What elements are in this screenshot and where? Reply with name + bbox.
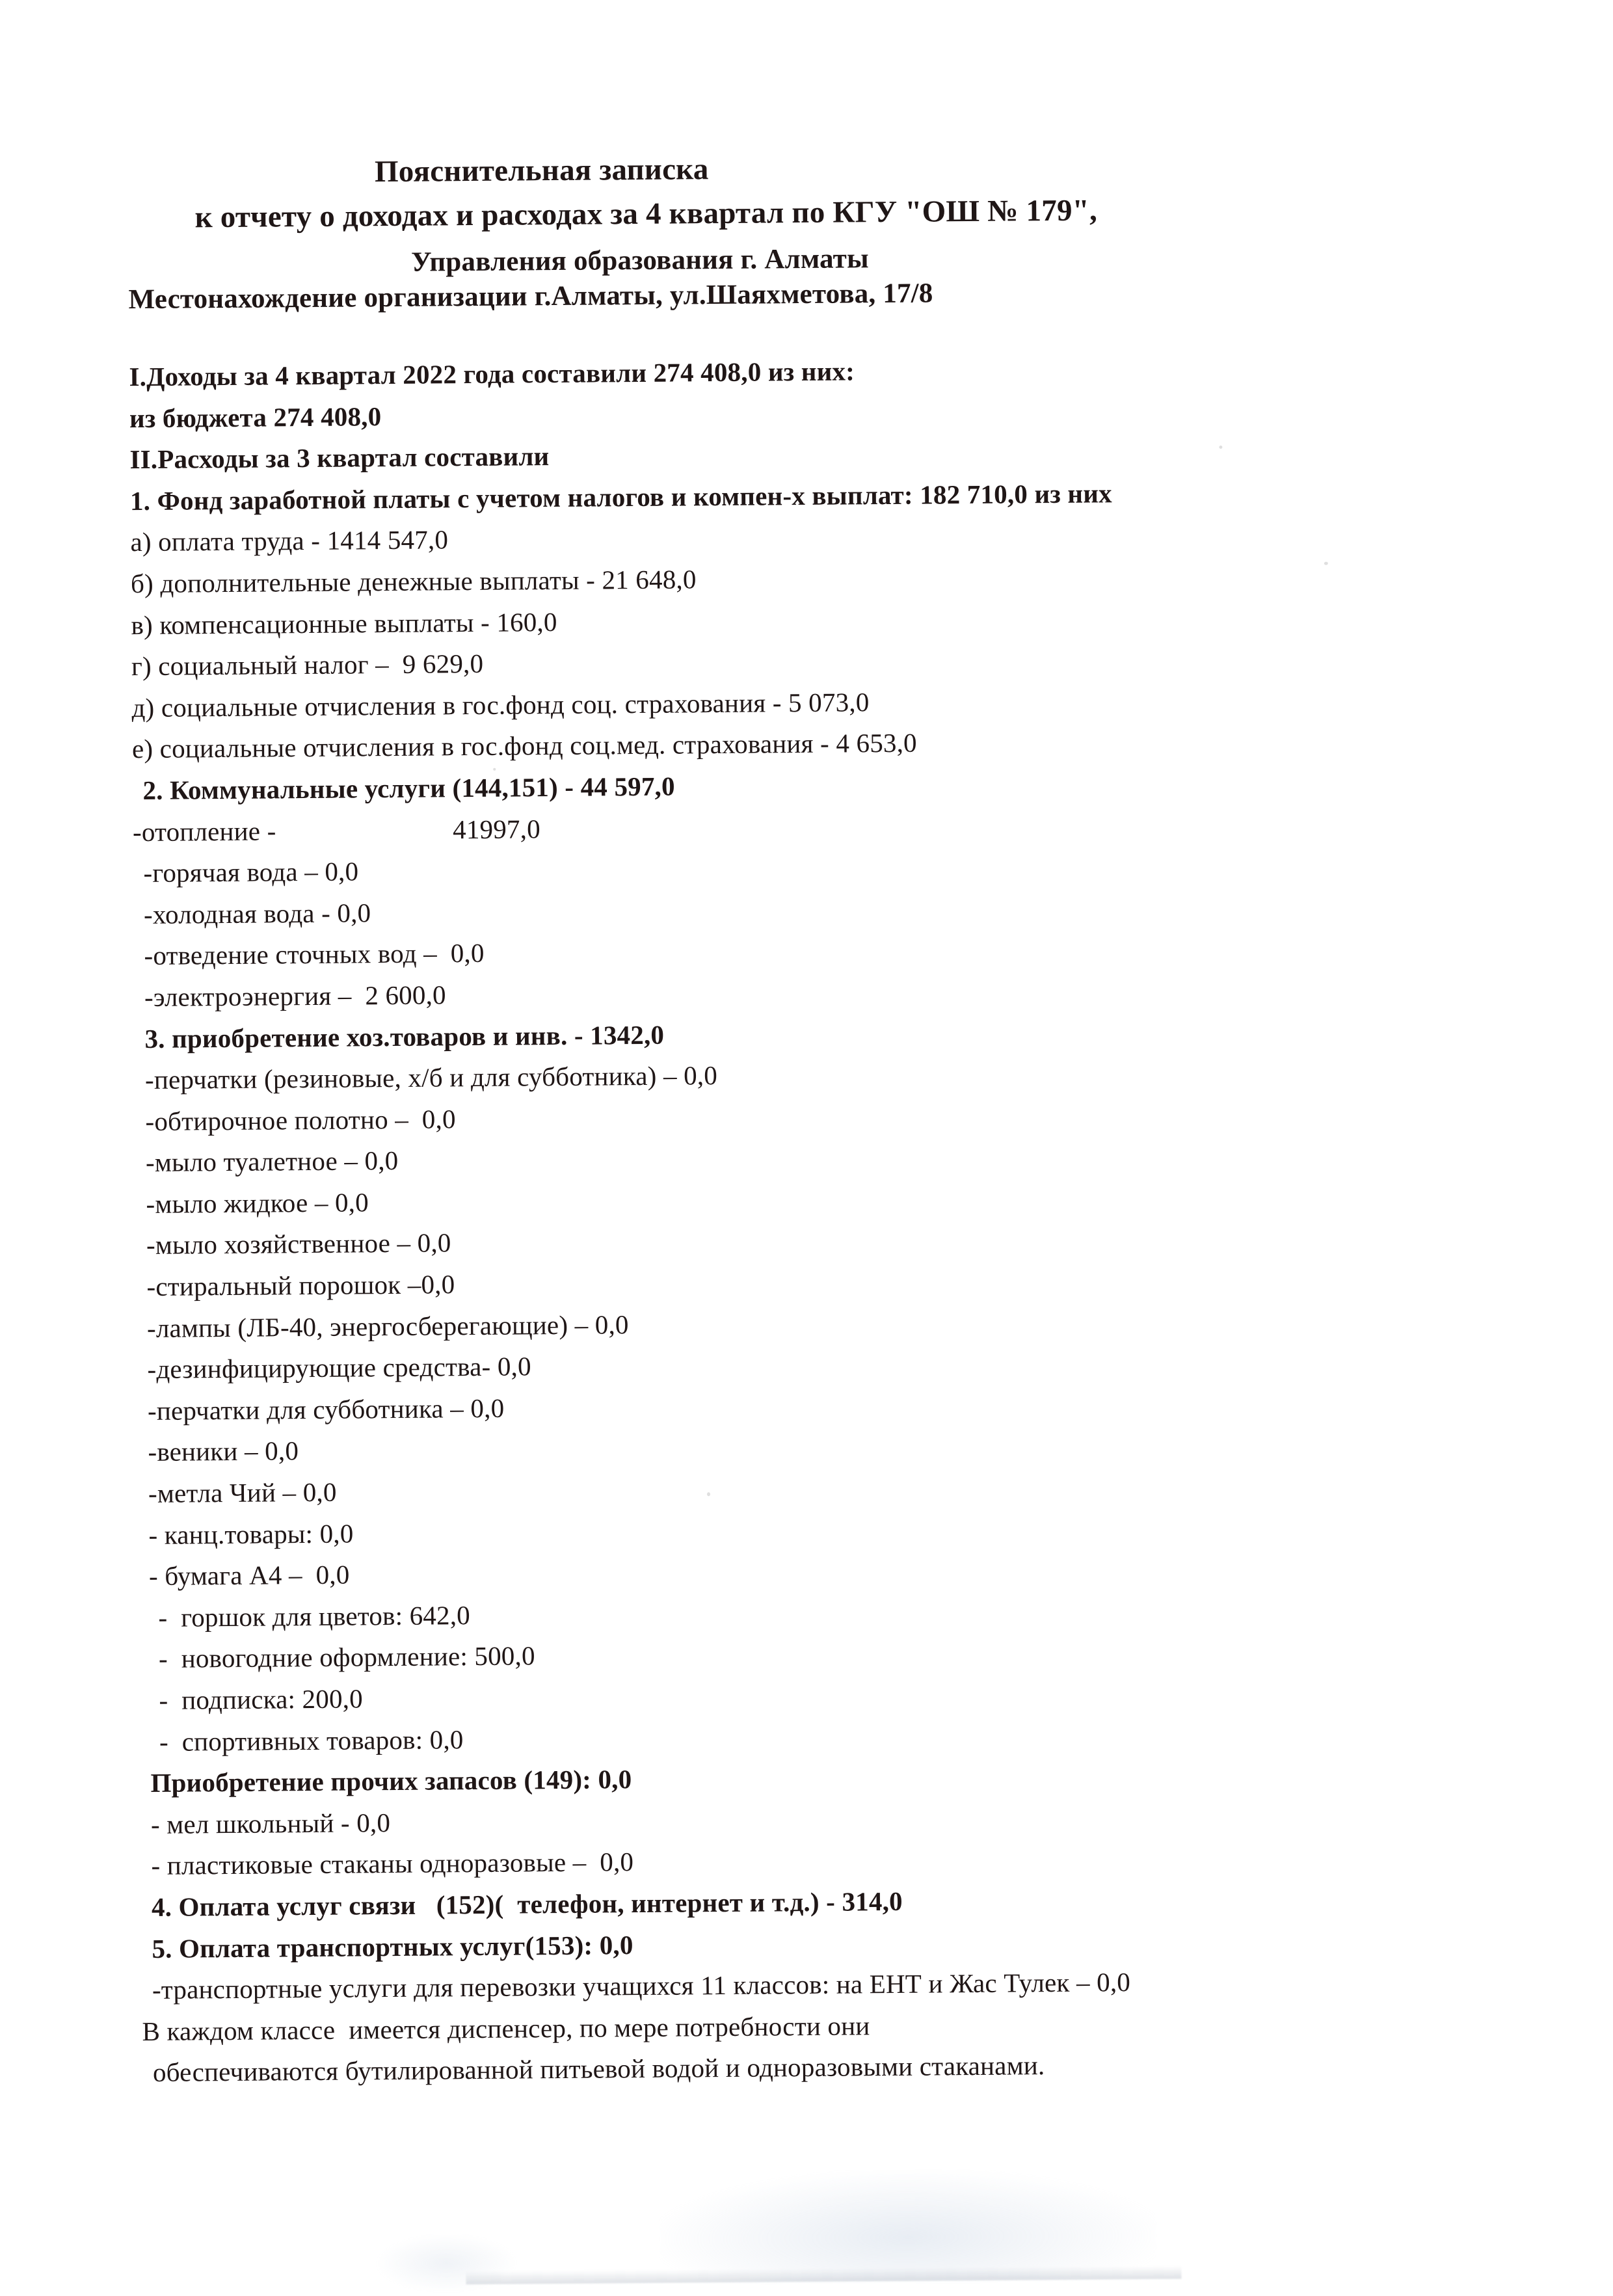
doc-line: I.Доходы за 4 квартал 2022 года составили 274 408,0 из них: <box>129 356 855 392</box>
doc-line: -обтирочное полотно – 0,0 <box>145 1103 456 1136</box>
doc-line: -стиральный порошок –0,0 <box>146 1269 455 1302</box>
doc-line: -метла Чий – 0,0 <box>148 1476 337 1509</box>
doc-line: - мел школьный - 0,0 <box>150 1807 391 1839</box>
doc-line: д) социальные отчисления в гос.фонд соц. страхования - 5 073,0 <box>131 686 870 723</box>
scan-smudge <box>660 2170 1155 2283</box>
doc-line: -мыло туалетное – 0,0 <box>145 1145 399 1178</box>
scan-noise-dot <box>1324 562 1328 565</box>
doc-line: 2. Коммунальные услуги (144,151) - 44 597,0 <box>142 771 675 805</box>
doc-line: - горшок для цветов: 642,0 <box>158 1599 471 1633</box>
doc-line: обеспечиваются бутилированной питьевой водой и одноразовыми стаканами. <box>152 2050 1045 2088</box>
doc-address-line: Местонахождение организации г.Алматы, ул.Шаяхметова, 17/8 <box>128 278 933 315</box>
doc-line: 1. Фонд заработной платы с учетом налогов и компен-х выплат: 182 710,0 из них <box>129 478 1112 516</box>
doc-line: 3. приобретение хоз.товаров и инв. - 1342,0 <box>144 1019 665 1054</box>
scan-noise-dot <box>493 768 496 771</box>
doc-line: Приобретение прочих запасов (149): 0,0 <box>150 1764 632 1798</box>
doc-title-line-3: Управления образования г. Алматы <box>410 243 869 278</box>
doc-line: -мыло жидкое – 0,0 <box>146 1187 369 1219</box>
doc-line: а) оплата труда - 1414 547,0 <box>130 524 449 557</box>
doc-line: 4. Оплата услуг связи (152)( телефон, интернет и т.д.) - 314,0 <box>151 1886 903 1922</box>
doc-line: - пластиковые стаканы одноразовые – 0,0 <box>151 1847 634 1881</box>
doc-line: - подписка: 200,0 <box>159 1683 363 1715</box>
doc-line: в) компенсационные выплаты - 160,0 <box>131 606 557 640</box>
doc-line: -отопление - 41997,0 <box>132 813 540 847</box>
scan-noise-dot <box>707 1492 710 1496</box>
doc-line: -электроэнергия – 2 600,0 <box>144 980 446 1012</box>
doc-title-line-2: к отчету о доходах и расходах за 4 квартал по КГУ "ОШ № 179", <box>194 193 1098 235</box>
doc-line: - канц.товары: 0,0 <box>148 1518 354 1550</box>
doc-line: - новогодние оформление: 500,0 <box>158 1640 535 1674</box>
doc-line: -мыло хозяйственное – 0,0 <box>146 1227 451 1261</box>
doc-line: -веники – 0,0 <box>148 1435 299 1467</box>
doc-title-line-1: Пояснительная записка <box>374 152 709 189</box>
scan-smudge <box>375 2234 518 2293</box>
doc-line: II.Расходы за 3 квартал составили <box>129 441 550 475</box>
doc-line: б) дополнительные денежные выплаты - 21 648,0 <box>130 564 697 599</box>
doc-body <box>129 346 1508 2094</box>
doc-line: -холодная вода - 0,0 <box>143 897 371 929</box>
doc-line: -транспортные услуги для перевозки учащихся 11 классов: на ЕНТ и Жас Тулек – 0,0 <box>152 1967 1131 2005</box>
doc-line: -перчатки (резиновые, х/б и для субботника) – 0,0 <box>144 1060 718 1095</box>
doc-line: -горячая вода – 0,0 <box>143 856 359 888</box>
scan-noise-dot <box>1219 446 1222 449</box>
doc-line: -дезинфицирующие средства- 0,0 <box>147 1351 531 1385</box>
doc-line: е) социальные отчисления в гос.фонд соц.мед. страхования - 4 653,0 <box>131 728 917 764</box>
doc-line: - спортивных товаров: 0,0 <box>159 1724 464 1757</box>
doc-line: В каждом классе имеется диспенсер, по мере потребности они <box>142 2010 870 2046</box>
doc-line: -перчатки для субботника – 0,0 <box>147 1393 505 1426</box>
doc-line: -лампы (ЛБ-40, энергосберегающие) – 0,0 <box>146 1309 629 1343</box>
doc-line: г) социальный налог – 9 629,0 <box>131 648 484 682</box>
doc-line: 5. Оплата транспортных услуг(153): 0,0 <box>152 1929 633 1964</box>
doc-line: - бумага А4 – 0,0 <box>148 1559 350 1592</box>
doc-line: -отведение сточных вод – 0,0 <box>144 938 485 971</box>
doc-line: из бюджета 274 408,0 <box>129 401 382 433</box>
